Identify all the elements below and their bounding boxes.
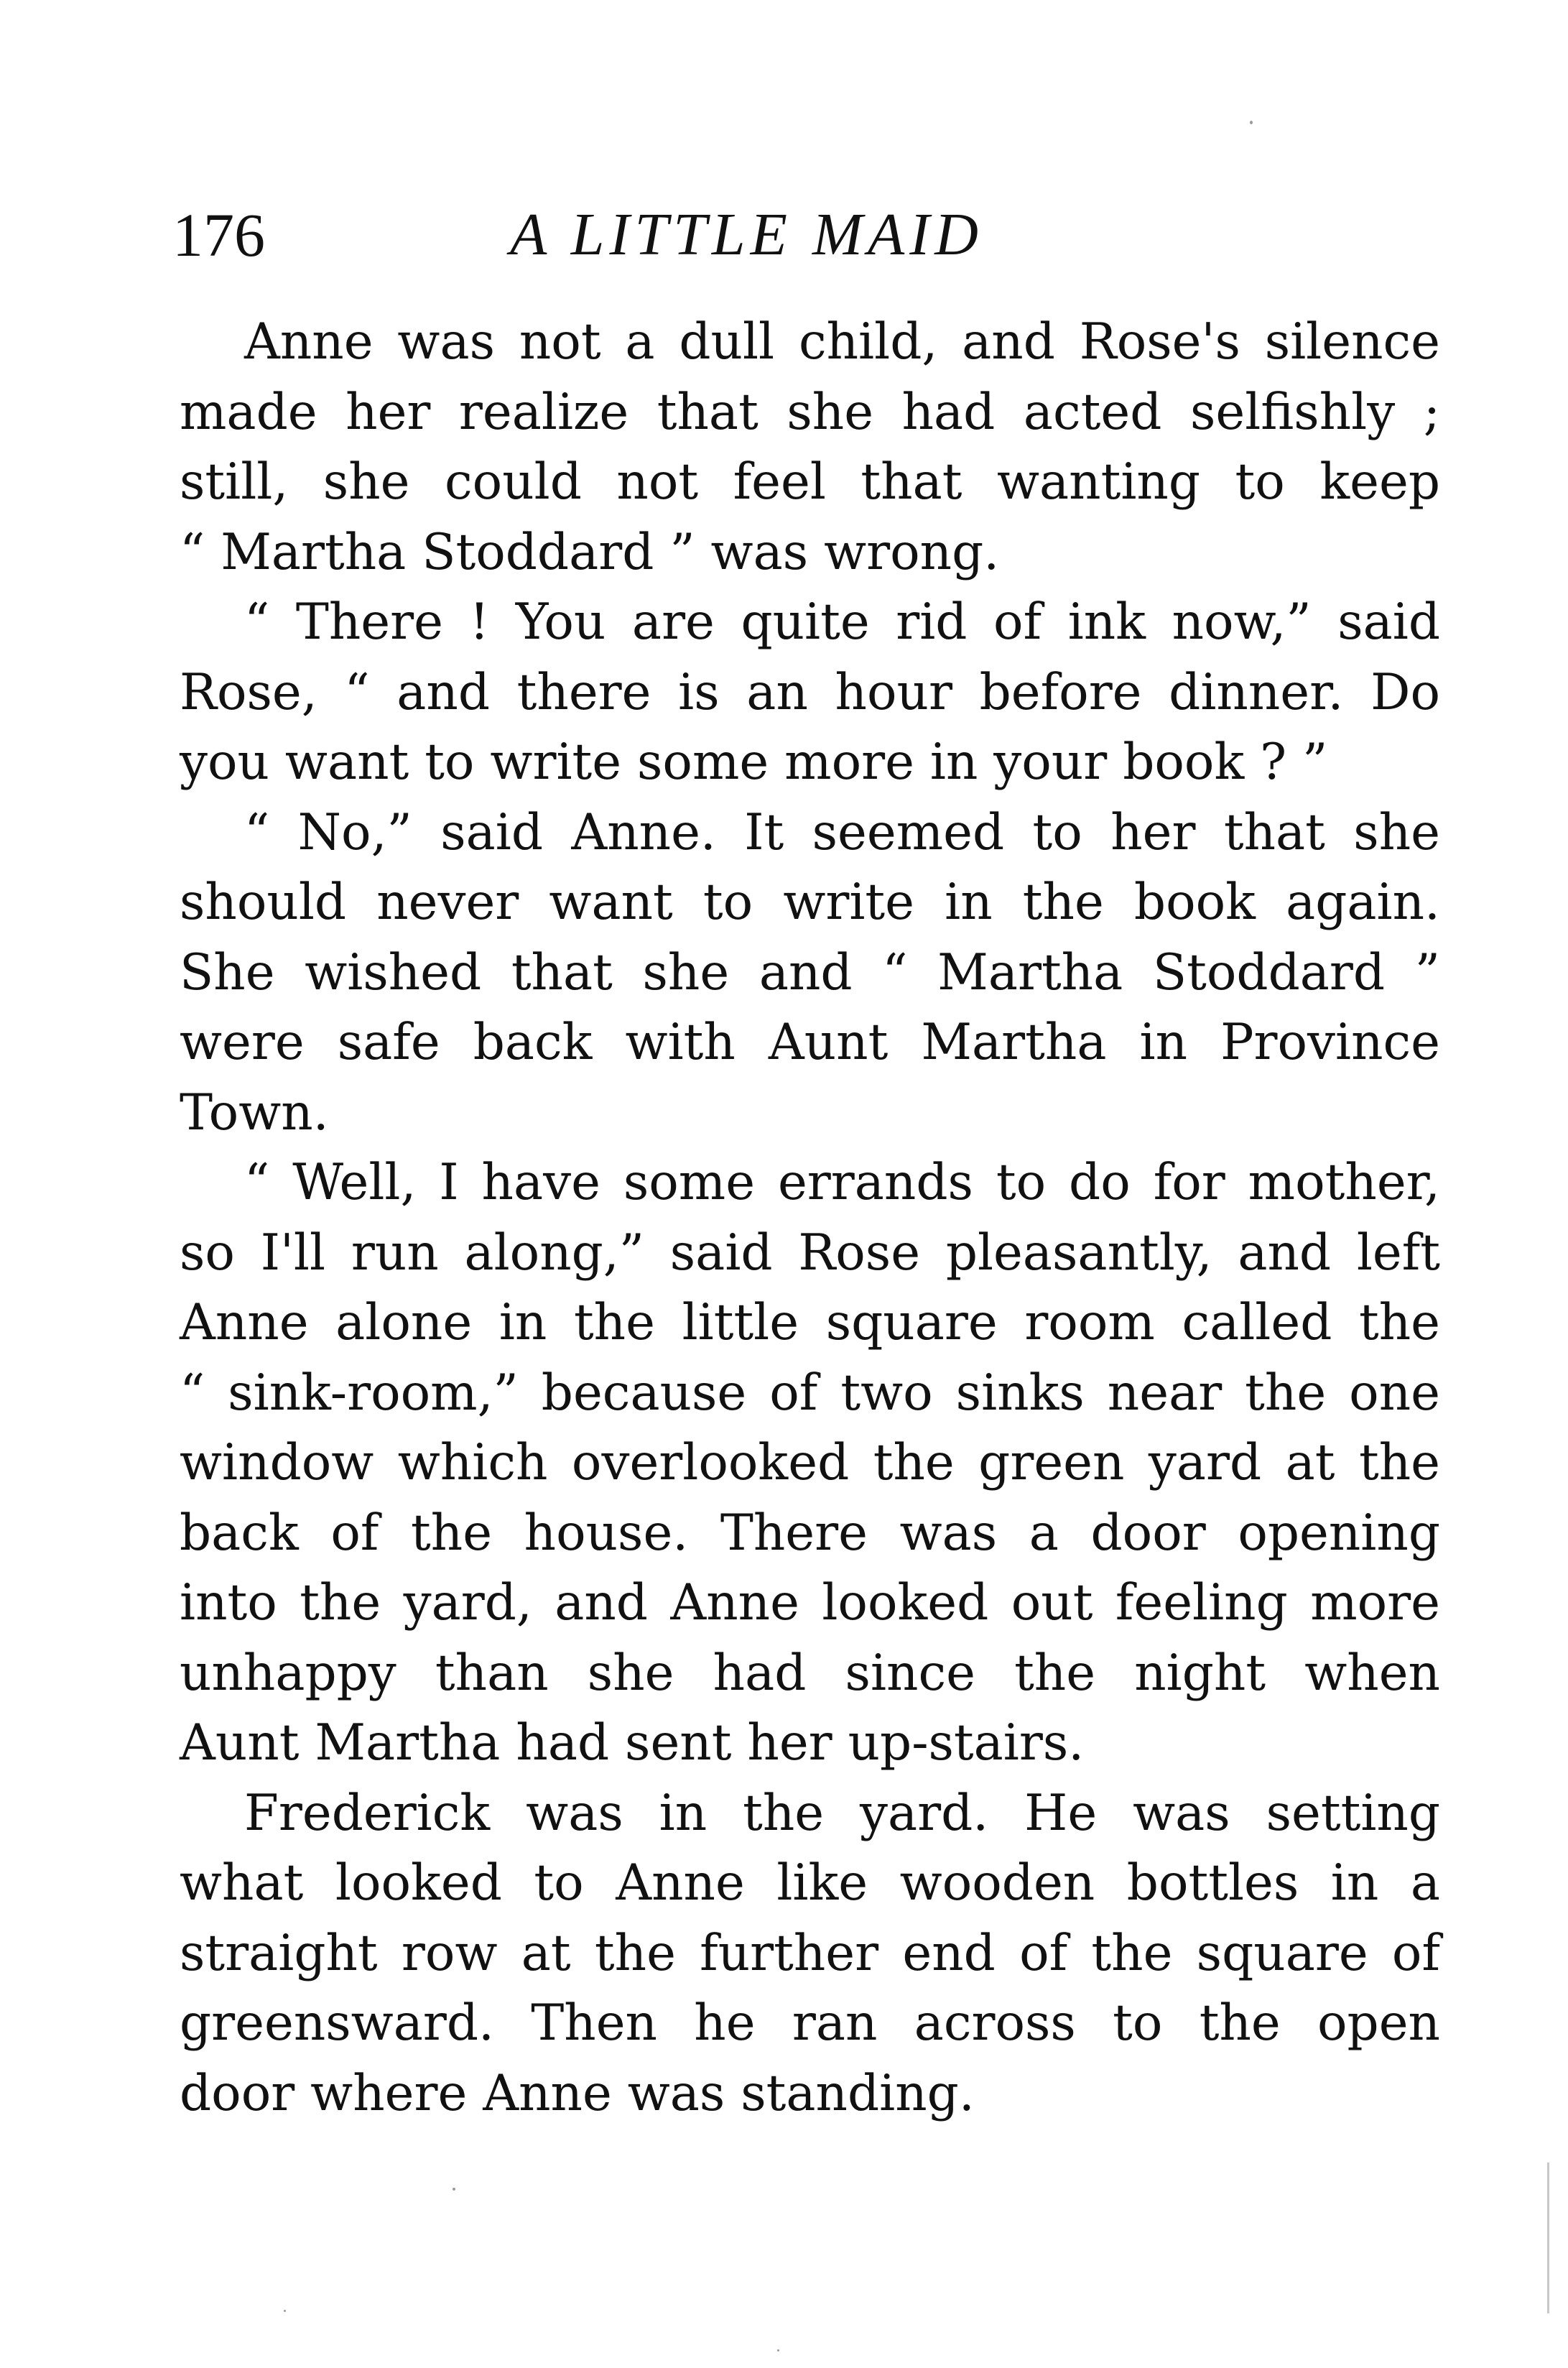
text-line: should never want to write in the book again. — [180, 874, 1440, 931]
text-line: “ No,” said Anne. It seemed to her that she — [244, 803, 1440, 861]
text-line: straight row at the further end of the square of — [180, 1924, 1440, 1982]
text-line: “ Martha Stoddard ” was wrong. — [180, 523, 1000, 581]
text-line: “ There ! You are quite rid of ink now,” said — [244, 593, 1440, 651]
text-line: greensward. Then he ran across to the open — [180, 1994, 1440, 2052]
text-line: so I'll run along,” said Rose pleasantly, and left — [180, 1224, 1440, 1282]
paper-speck — [453, 2188, 455, 2191]
text-line: what looked to Anne like wooden bottles in a — [180, 1854, 1440, 1912]
text-line: were safe back with Aunt Martha in Province — [180, 1014, 1440, 1071]
page-number: 176 — [172, 200, 265, 269]
paper-speck — [777, 2349, 779, 2351]
body-text — [180, 307, 1440, 2129]
text-line: Anne was not a dull child, and Rose's silence — [244, 313, 1440, 371]
text-line: back of the house. There was a door opening — [180, 1504, 1440, 1562]
text-line: Frederick was in the yard. He was setting — [244, 1784, 1440, 1842]
text-line: door where Anne was standing. — [180, 2064, 975, 2122]
text-line: Anne alone in the little square room called the — [180, 1294, 1440, 1351]
text-line: window which overlooked the green yard at the — [180, 1434, 1440, 1491]
text-line: still, she could not feel that wanting to keep — [180, 453, 1440, 511]
text-line: into the yard, and Anne looked out feeling more — [180, 1574, 1440, 1632]
paper-speck — [284, 2310, 286, 2312]
text-line: made her realize that she had acted selfishly ; — [180, 383, 1440, 441]
text-line: you want to write some more in your book ? ” — [180, 734, 1328, 791]
running-title: A LITTLE MAID — [510, 201, 983, 268]
text-line: “ sink-room,” because of two sinks near the one — [180, 1364, 1440, 1422]
text-line: “ Well, I have some errands to do for mother, — [244, 1154, 1440, 1211]
text-line: Town. — [180, 1083, 329, 1142]
paper-speck — [1250, 121, 1253, 124]
text-line: unhappy than she had since the night when — [180, 1644, 1440, 1702]
page-edge-mark — [1547, 2163, 1549, 2313]
text-line: Rose, “ and there is an hour before dinner. Do — [180, 663, 1440, 721]
text-line: Aunt Martha had sent her up-stairs. — [180, 1714, 1085, 1772]
text-line: She wished that she and “ Martha Stoddard ” — [180, 943, 1440, 1002]
page-header — [172, 188, 1437, 282]
